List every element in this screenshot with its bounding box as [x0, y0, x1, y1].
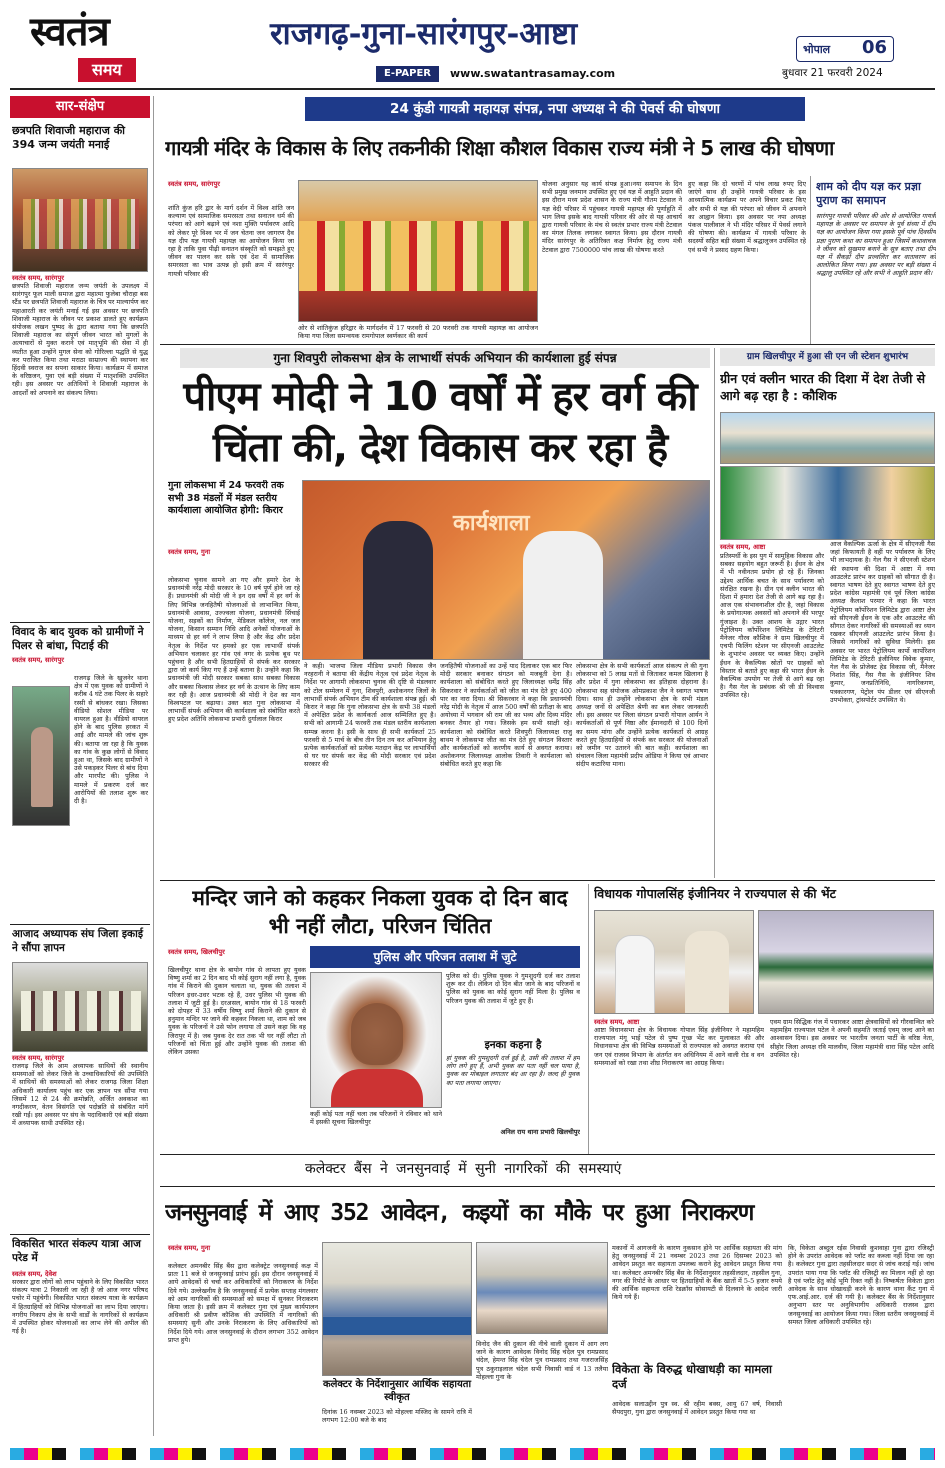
sidebar-story-2-body: राजगढ़ जिले के खुजनेर थाना क्षेत्र में एक युवक को ग्रामीणों ने करीब 4 घंटे तक पिलर के सहारे रस्सी से बांधकर रखा। जिसका वीडियो सोशल मीडिया पर वायरल हुआ है। वीडियो वायरल होने के बाद पुलिस हरकत में आई और मामले की जांच शुरू की। बताया जा रहा है कि युवक का गांव के कुछ लोगों से विवाद हुआ था, जिसके बाद ग्रामीणों ने उसे पकड़कर पिलर से बांध दिया और मारपीट की। पुलिस ने मामले में प्रकरण दर्ज कर आरोपियों की तलाश शुरू कर दी है।: [74, 674, 148, 806]
sidebar-story-3-byline: स्वतंत्र समय, सारंगपुर: [12, 1054, 64, 1062]
column-rule: [153, 96, 154, 1436]
pm-subhead: गुना लोकसभा में 24 फरवरी तक सभी 38 मंडलों में मंडल स्तरीय कार्यशाला आयोजित होगी: किरार: [168, 480, 284, 516]
sidebar-story-3-title: आजाद अध्यापक संघ जिला इकाई ने सौंपा ज्ञापन: [12, 928, 143, 954]
mla-col-1: आष्टा विधानसभा क्षेत्र के विधायक गोपाल सिंह इंजीनियर ने महामहिम राज्यपाल मंगू भाई पटेल से पुष्प गुच्छ भेंट कर मुलाकात की और विधानसभा क्षेत्र की विभिन्न समस्याओं से राज्यपाल को अवगत कराया एवं जन एवं राजस्व विभाग के अंतर्गत वन अधिनियम में आने वाली रोड व वन समस्याओं को रखा तथा शीघ्र निराकरण का आग्रह किया।: [594, 1026, 764, 1067]
cng-col-2: आज वैकल्पिक ऊर्जा के क्षेत्र में सीएनजी गैस जहां किफायती है वहीं पर पर्यावरण के लिए भी लाभदायक है। गेल गैस ने सीएनजी स्टेशन की स्थापना की दिशा में आष्टा में नया आउटलेट प्रारंभ कर ग्राहकों को सौगात दी है। स्वागत भाषण देते हुए स्वागत भाषण देते हुए प्रदेश कांग्रेस महामंत्री एवं पूर्व जिला कांग्रेस अध्यक्ष कैलाश परमार ने कहा कि भारत पेट्रोलियम कॉर्पोरेशन लिमिटेड द्वारा आष्टा क्षेत्र को सीएनजी ईंधन के एक और आउटलेट की सौगात देकर नागरिकों की समस्याओं का ध्यान रखकर सीएनजी आउटलेट प्रारंभ किया है। जिससे नागरिकों को सुविधा मिलेगी। इस अवसर पर भारत पेट्रोलियम कार्पो कार्पोरेशन लिमिटेड के टेरिटरी इंजीनियर विवेक कुमार, गेल गैस के प्रोजेक्ट हेड विकास जी, मैनेजर निशांत सिंह, गैस गैस के इंजीनियर शिव कुमार, जनप्रतिनिधि, नागरिकगण, पत्रकारगण, पेट्रोल पंप डीलर एवं सीएनजी उपभोक्ता, ट्रांसपोर्टर उपस्थित थे।: [830, 540, 935, 704]
pm-kicker-box: [180, 348, 710, 368]
sidebar-story-3-body: राजगढ़ जिले के आम अध्यापक साथियों की स्थानीय समस्याओं को लेकर जिले के उच्चाधिकारियों की उपस्थिति में साथियों की समस्याओं को लेकर राजगढ़ जिला शिक्षा अधिकारी कार्यालय पहुंच कर एक ज्ञापन पत्र सौंपा गया जिसमें 12 से 24 की क्रमोन्नति, अर्जित अवकाश का नगदीकरण, वेतन विसंगति एवं पदोन्नति से संबंधित मांगें रखी गईं। इस अवसर पर संघ के पदाधिकारी एवं बड़ी संख्या में अध्यापक साथी उपस्थित रहे।: [12, 1062, 148, 1128]
deep-yagya-body: सारंगपुर गायत्री परिवार की ओर से आयोजित गायत्री महायज्ञ के अवसर पर समापन के पूर्व संध्या में दीप यज्ञ का आयोजन किया गया इसके पूर्व पांच दिवसीय प्रज्ञा पुराण कथा का समापन हुआ जिसमें कथावाचक ने जीवन को सुखमय बनाने के सूत्र बताए तथा दीप यज्ञ में सैकड़ों दीप प्रज्वलित कर वातावरण को आलोकित किया गया। इस अवसर पर बड़ी संख्या में श्रद्धालु उपस्थित रहे और सभी ने आहुति प्रदान की।: [816, 212, 936, 278]
sidebar-story-4-body: सरकार द्वारा लोगों को लाभ पहुंचाने के लिए विकसित भारत संकल्प यात्रा 2 निकाली जा रही है जो आज नगर परिषद पचोर में पहुंचेगी। विकसित भारत संकल्प यात्रा के कार्यक्रम में हितग्राहियों को विभिन्न योजनाओं का लाभ दिया जाएगा। नगरीय निकाय क्षेत्र के सभी वार्डों के नागरिकों से कार्यक्रम में उपस्थित होकर योजनाओं का लाभ लेने की अपील की गई है।: [12, 1278, 148, 1336]
missing-byline: स्वतंत्र समय, खिलचीपुर: [168, 948, 225, 956]
gayatri-byline: स्वतंत्र समय, सारंगपुर: [168, 180, 220, 188]
website-link[interactable]: www.swatantrasamay.com: [450, 67, 616, 80]
jan-applicants-photo: [476, 1242, 608, 1334]
sidebar-story-2-byline: स्वतंत्र समय, सारंगपुर: [12, 656, 64, 664]
footer-color-registration: [10, 1448, 935, 1460]
issue-date: बुधवार 21 फरवरी 2024: [782, 67, 883, 79]
jan-col-2: विनोद जैन की दुकान की नीचे वाली दुकान में आग लग जाने के कारण आवेदक विनोद सिंह चंदेल पुत्र रामप्रसाद चंदेल, हेमन्त सिंह चंदेल पुत्र रामप्रसाद तथा गजराजसिंह पुत्र ठकुराइलाल चंदेल सभी निवासी वार्ड नं 13 तलैया मोहल्ला गुना के: [476, 1340, 608, 1381]
sidebar-divider: [10, 924, 150, 925]
mla-governor-photo-1: [594, 910, 754, 1014]
section-divider: [160, 1154, 935, 1155]
top-banner: [305, 97, 805, 121]
cng-headline: ग्रीन एवं क्लीन भारत की दिशा में देश तेजी से आगे बढ़ रहा है : कौशिक: [720, 371, 926, 403]
top-banner-text: 24 कुंडी गायत्री महायज्ञ संपन्न, नपा अध्यक्ष ने की पेवर्स की घोषणा: [390, 101, 720, 117]
jan-headline: जनसुनवाई में आए 352 आवेदन, कइयों का मौके पर हुआ निराकरण: [165, 1200, 754, 1226]
pm-workshop-photo: [302, 480, 710, 660]
edition-title: राजगढ़-गुना-सारंगपुर-आष्टा: [270, 16, 578, 52]
pm-photo-banner: कार्यशाला: [453, 511, 530, 536]
logo-main: स्वतंत्र: [30, 8, 109, 55]
jan-col-1: कलेक्टर अमनबीर सिंह बैंस द्वारा कलेक्ट्रेट जनसुनवाई कक्ष में प्रातः 11 बजे से जनसुनवाई प्रारंभ हुई। इस दौरान जनसुनवाई में आये आवेदकों से चर्चा कर अधिकारियों को निराकरण के निर्देश दिये गये। उल्लेखनीय है कि जनसुनवाई में प्रत्येक सप्ताह मंगलवार को आम नागरिकों की समस्याओं को समक्ष में सुनकर निराकरण किया जाता है। इसी क्रम में कलेक्टर गुना एवं मुख्य कार्यपालन अधिकारी श्री प्रवीण कौशिक की उपस्थिति में नागरिकों की समस्याएं सुनी और उनके निराकरण के लिए अधिकारियों को निर्देश दिये गये। आज जनसुनवाई के दौरान लगभग 352 आवेदन प्राप्त हुये।: [168, 1262, 318, 1344]
column-rule: [810, 176, 811, 344]
epaper-badge: E-PAPER: [376, 66, 439, 82]
pm-kicker: गुना शिवपुरी लोकसभा क्षेत्र के लाभार्थी संपर्क अभियान की कार्यशाला हुई संपन्न: [273, 351, 617, 365]
jan-photo-caption-title: कलेक्टर के निर्देशानुसार आर्थिक सहायता स्वीकृत: [322, 1379, 472, 1403]
masthead: [0, 0, 945, 92]
mla-byline: स्वतंत्र समय, आष्टा: [594, 1018, 640, 1026]
city-name: भोपाल: [803, 43, 831, 56]
sidebar-story-4-title: विकसित भारत संकल्प यात्रा आज परेड में: [12, 1238, 141, 1264]
pm-headline: पीएम मोदी ने 10 वर्षों में हर वर्ग की चिंता की, देश विकास कर रहा है: [183, 374, 697, 471]
masthead-divider: [10, 88, 935, 90]
jan-photo-caption-body: दिनांक 16 नवम्बर 2023 को मोहल्ला मस्जिद के सामने रात्रि में लगभग 12:00 बजे के बाद: [322, 1408, 472, 1425]
fraud-box-title: विकेता के विरुद्ध धोखाधड़ी का मामला दर्ज: [612, 1362, 772, 1391]
jan-byline: स्वतंत्र समय, गुना: [168, 1244, 211, 1252]
cng-inauguration-photo-1: [720, 412, 935, 464]
cng-kicker: ग्राम खिलचीपुर में हुआ सी एन जी स्टेशन शुभारंभ: [746, 352, 909, 362]
tied-youth-photo: [12, 686, 70, 826]
quote-attribution: अनिल राय थाना प्रभारी खिलचीपुर: [500, 1128, 580, 1136]
missing-youth-photo: [310, 972, 442, 1108]
sidebar-divider: [10, 622, 150, 623]
sidebar-story-1-title: छत्रपति शिवाजी महाराज की 394 जन्म जयंती मनाई: [12, 124, 126, 151]
missing-subhead-box: [310, 946, 580, 968]
missing-photo-caption: कहीं कोई पता नहीं चला तब परिजनों ने रविवार को थाने में इसकी सूचना खिलचीपुर: [310, 1110, 442, 1127]
pm-col-4: लोकसभा क्षेत्र के सभी कार्यकर्ता आज संकल्प ले की गुना लोकसभा को 5 लाख मतों से जिताकर कमल खिलाना है और प्रदेश में गुना लोकसभा का इतिहास दोहराना है। लोकसभा सह संयोजक ओमप्रकाश जैन ने स्वागत भाषण दिया। साथ ही उन्होंने लोकसभा क्षेत्र के सभी मंडल अध्यक्ष जनों से अपेक्षित श्रेणी का बल लेकर जानकारी ली। इस अवसर पर जिला संगठन प्रभारी गोपाल आर्यन ने कार्यकर्ताओं से पूर्ण निष्ठा और ईमानदारी से 100 दिनों का समय मांगा और उन्होंने प्रत्येक कार्यकर्ता से आग्रह करते हुए हितग्राहियों से संपर्क कर सरकार की योजनाओं को जमीन पर उतारने की बात कही। कार्यशाला का संचालन जिला महामंत्री प्रदीप ओडिया ने किया एवं आभार संदीप कटारिया माना।: [576, 662, 708, 769]
teachers-memo-photo: [12, 962, 148, 1052]
shivaji-jayanti-photo: [12, 168, 148, 272]
quote-body: हां युवक की गुमशुदगी दर्ज हुई है, उसी की तलाश में हम लोग लगे हुए हैं, अभी युवक का पता नहीं चल पाया है, युवक का मोबाइल लगातार बंद आ रहा है। जल्द ही युवक का पता लगाया जाएगा।: [446, 1054, 580, 1087]
jan-col-4: कि, विकेता अब्दुल रईस निवासी कुशवाहा गुना द्वारा रजिस्ट्री होने के उपरांत आवेदक को प्लॉट का कब्जा नहीं दिया जा रहा है। कलेक्टर गुना द्वारा तहसीलदार सदर से जांच कराई गई। जांच उपरांत पाया गया कि प्लॉट की रजिस्ट्री का मिलान नहीं हो रहा है एवं प्लॉट हेतु कोई भूमि रिक्त नहीं है। निष्कर्षतः विकेता द्वारा आवेदक के साथ धोखाधड़ी करने के कारण थाना कैंट गुना में एफ.आई.आर. दर्ज की गयी है। कलेक्टर बैंस के निर्देशानुसार अनुभाग स्तर पर अनुविभागीय अधिकारी राजस्व द्वारा जनसुनवाई का आयोजन किया गया। जिला स्तरीय जनसुनवाई में समस्त जिला अधिकारी उपस्थित रहे।: [788, 1244, 934, 1326]
city-badge: [796, 36, 894, 62]
mla-col-2: एवम ग्राम सिद्धिक गंज में पधारकर आष्टा क्षेत्रवासियों को गौरवान्वित करे महामहिम राज्यपाल पटेल ने अपनी सहमति जताई एवम् जल्द आने का आश्वासन दिया। इस अवसर पर भारतीय जनता पार्टी के वरिष्ठ नेता, सीहोर जिला अध्यक्ष रवि मालवीय, जिला महामंत्री धारा सिंह पटेल आदि उपस्थित रहे।: [770, 1018, 934, 1059]
mla-governor-photo-2: [758, 910, 934, 1014]
sidebar-header: सार-संक्षेप: [10, 96, 150, 118]
gayatri-col-1: शांति कुंज हरि द्वार के मार्ग दर्शन में विश्व शांति जन कल्याण एवं सामाजिक समरसता तथा सनातन धर्म की परंपरा को आगे बढ़ाने एवं नशा मुक्ति पर्यावरण आदि को लेकर पूरे विश्व भर में जन चेतना जन जागरण दैव यज्ञ दीप यज्ञ गायत्री महायज्ञ का आयोजन किया जा रहा है ताकि युवा पीढ़ी सनातन संस्कृति को समझते हुए जीवन का पालन कर सके एवं देश में सामाजिक समरसता का भाव उत्पन्न हो इसी क्रम में सारंगपुर गायत्री परिवार की: [168, 204, 294, 278]
cng-col-1: प्रतिस्पर्धी के इस युग में सामूहिक विकास और सबका सहयोग बहुत जरूरी है। ईंधन के क्षेत्र में भी नवीनतम प्रयोग हो रहे हैं। जिनका उद्देश्य आर्थिक बचत के साथ पर्यावरण को संरक्षित रखना है। ग्रीन एवं क्लीन भारत की दिशा में हमारा देश तेजी से आगे बढ़ रहा है। आज एक संभावनाशील दौर है, जहां विकास के प्रयोगात्मक अवसरों को अपनाने की भरपूर गुंजाइश है। उक्त आशय के उद्गार भारत पेट्रोलियम कॉर्पोरेशन लिमिटेड के टेरिटरी मैनेजर गौरव कौशिक ने ग्राम खिलचीपुर में एचपी फिलिंग स्टेशन पर सीएनजी आउटलेट के शुभारंभ अवसर पर व्यक्त किए। उन्होंने ईंधन के वैकल्पिक स्रोतों पर ग्राहकों को विस्तार से बताते हुए कहा की भारत ईंधन के वैकल्पिक उपयोग पर तेजी से आगे बढ़ रहा है। गैस गेल के प्रबंधक श्री जी डी विश्वास उपस्थित रहे।: [720, 552, 824, 700]
pm-col-2: ने कही। भाजपा जिला मीडिया प्रभारी विकास जैन नरहरानी ने बताया की केंद्रीय नेतृत्व एवं प्रदेश नेतृत्व के निर्देश पर आगामी लोकसभा चुनाव की दृष्टि से मंडलवार को टोल सम्मेलन में गुना, शिवपुरी, अशोकनगर जिलों के लाभार्थी संपर्क अभियान टीम की कार्यशाला संपन्न हुई। श्री किरार ने कहा कि गुना लोकसभा क्षेत्र के सभी 38 मंडलों में अपेक्षित प्रदेश के कार्यकर्ता आज सम्मिलित हुए है। सभी को आगामी 24 फरवरी तक मंडल स्तरीय कार्यशाला सम्पन्न करना है। इसी के साथ ही सभी कार्यकर्ता 25 फरवरी से 5 मार्च के बीच तीन दिन तय कर अभियान हेतु प्रत्येक कार्यकर्ताओं को प्रत्येक मतदान केंद्र पर लाभार्थियों से घर घर संपर्क कर केंद्र की मोदी सरकार एवं प्रदेश सरकार की: [304, 662, 436, 769]
quote-title: इनका कहना है: [484, 1039, 542, 1051]
jan-hearing-photo: [322, 1242, 472, 1376]
cng-byline: स्वतंत्र समय, आष्टा: [720, 543, 766, 551]
logo: [30, 8, 160, 86]
column-rule: [714, 348, 715, 878]
sidebar-story-4-byline: स्वतंत्र समय, देवेश: [12, 1270, 57, 1278]
gayatri-col-3: योजना अनुसार यह कार्य संपन्न हुआ।नया समापन के दिन सभी प्रमुख जनमान उपस्थित हुए एवं यज्ञ में आहुति प्रदान की इस दौरान मध्य प्रदेश शासन के राज्य मंत्री गौतम टेटवाल ने यज्ञ वेदी परिसर में पहुंचकर गायत्री महायज्ञ की पूर्णाहुति में भाग लिया इसके बाद गायत्री परिवार की ओर से यह आचार्य द्वारा गायत्री परिवार के मंच से स्वतंत्र प्रभार राज्य मंत्री टेटवाल का मंगल तिलक लगाकर स्वागत किया। इस दौरान गायत्री मंदिर सारंगपुर के अतिरिक्त कक्ष निर्माण हेतु राज्य मंत्री टेटवाल द्वारा 7500000 पांच लाख की घोषणा करते: [542, 180, 682, 254]
cng-kicker-box: [720, 348, 935, 366]
pm-col-1: लोकसभा चुनाव सामने आ गए और हमारे देश के प्रधानमंत्री नरेंद्र मोदी सरकार के 10 वर्ष पूर्ण होने जा रहे हैं। प्रधानमंत्री श्री मोदी जी ने इन दस वर्षों में हर वर्ग के लिए विभिन्न जनहितैषी योजनाओं से लाभान्वित किया, प्रधानमंत्री आवास, उज्ज्वला योजना, प्रधानमंत्री सिंचाई योजना, सड़कों का निर्माण, मेडिकल कॉलेज, नल जल योजना, किसान सम्मान निधि आदि अनेकों योजनाओं के माध्यम से हर वर्ग ने लाभ लिया है और केंद्र और प्रदेश नेतृत्व के निर्देश पर हमको हर एक लाभार्थी संपर्क अभियान चलाकर हर गांव एवं नगर के प्रत्येक बूथ पर पहुंचना है और सभी हितग्राहियों से संपर्क कर सरकार द्वारा जो कार्य किए गए हैं उन्हें बताना है। उन्होंने कहा कि प्रधानमंत्री जी मोदी सरकार सबका साथ सबका विकास और सबका विश्वास लेकर हर वर्ग के उत्थान के लिए काम कर रही है। आज प्रधानमंत्री श्री मोदी ने देश का मान विश्वपटल पर बढ़ाया। उक्त बात गुना लोकसभा में लाभार्थी संपर्क अभियान की कार्यशाला को संबोधित करते हुए प्रदेश अतिथि लोकसभा प्रभारी दुर्गालाल किरार: [168, 576, 300, 724]
pm-byline: स्वतंत्र समय, गुना: [168, 548, 211, 556]
section-divider: [160, 880, 935, 881]
gayatri-col-4: हुए कहा कि दो चरणों में पांच लाख रुपए दिए जाएंगे साथ ही उन्होंने गायत्री परिवार के इस आध्यात्मिक कार्यक्रम पर अपने विचार प्रकट किए और सभी से यज्ञ की परंपरा को जीवन में अपनाने का आह्वान किया। इस अवसर पर नपा अध्यक्ष पंकज पालीवाल ने भी मंदिर परिसर में पेवर्स लगाने की घोषणा की। कार्यक्रम में गायत्री परिवार के सदस्यों सहित बड़ी संख्या में श्रद्धालुजन उपस्थित रहे एवं सभी ने प्रसाद ग्रहण किया।: [688, 180, 806, 254]
sidebar-story-1-byline: स्वतंत्र समय, सारंगपुर: [12, 274, 64, 282]
sidebar-story-1-body: छत्रपति शिवाजी महाराज जन्म जयंती के उपलक्ष्य में सारंगपुर फूल माली समाज द्वारा महात्मा फुलेबा चौराहा बस स्टैंड पर छत्रपति शिवाजी महाराज के चित्र पर माल्यार्पण कर महाआरती कर जयंती मनाई गई इस अवसर पर छत्रपति शिवाजी महाराज के जीवन पर प्रकाश डालते हुए कार्यक्रम संयोजक लखन पुष्पद के द्वारा बताया गया कि छत्रपति शिवाजी महाराज का संपूर्ण जीवन भारत को मुगलों के अत्याचारों से मुक्त कराने एवं मातृभूमि की सेवा में ही व्यतीत हुआ उन्होंने मुगल सेना को गोरिल्ला पद्धति से युद्ध कर पराजित किया तथा मराठा साम्राज्य की स्थापना कर हिंदवी स्वराज का सपना साकार किया। कार्यक्रम में समाज के वरिष्ठजन, युवा एवं बड़ी संख्या में मातृशक्ति उपस्थित रही। इस अवसर पर अतिथियों ने शिवाजी महाराज के आदर्शों को अपनाने का संकल्प लिया।: [12, 282, 148, 397]
mla-headline: विधायक गोपालसिंह इंजीनियर ने राज्यपाल से की भेंट: [594, 886, 836, 901]
deep-yagya-title: शाम को दीप यज्ञ कर प्रज्ञा पुराण का समापन: [816, 180, 921, 207]
cng-inauguration-photo-2: [720, 466, 935, 540]
pm-col-3: जनहितैषी योजनाओं का उन्हें याद दिलाकर एक बार फिर मोदी सरकार बनाकर संगठन को मजबूती देना है। कार्यशाला को संबोधित करते हुए जिलाध्यक्ष धर्मेंद्र सिंह सिकरवार ने कार्यकर्ताओं को जीत का मंत्र देते हुए 400 पार का नारा दिया। श्री सिकरवार ने कहा कि प्रधानमंत्री नरेंद्र मोदी के नेतृत्व में आज 500 वर्षों की प्रतीक्षा के बाद अयोध्या में भगवान श्री राम जी का भव्य और दिव्य मंदिर बनकर तैयार हो गया। जिसके हम सभी साक्षी रहे। कार्यशाला को संबोधित करते शिवपुरी जिलाध्यक्ष राजु बाथम ने लोकसभा जीत का मंत्र देते हुए संगठन विस्तार और कार्यकर्ताओं को करणीय कार्य से अवगत कराया। अशोकनगर जिलाध्यक्ष आलोक तिवारी ने कार्यशाला को संबोधित करते हुए कहा कि: [440, 662, 572, 769]
missing-col-1: खिलचीपुर थाना क्षेत्र के बायोन गांव से लापता हुए युवक विष्णु शर्मा का 2 दिन बाद भी कोई सुराग नहीं लगा है, युवक गांव में किराने की दुकान चलाता था, युवक की तलाश में परिजन इधर-उधर भटक रहे हैं, उधर पुलिस भी युवक की तलाश में जुटी हुई है। दरअसल, बायोन गांव से 18 फरवरी को दोपहर में 33 वर्षीय विष्णु शर्मा किराने की दुकान से हनुमान मन्दिर पर जाने की कहकर निकला था, शाम को जब युवक के परिजनों ने उसे फोन लगाया तो उसने कहा कि वह जिरापुर में है। जब युवक देर रात तक भी घर नहीं लौटा तो परिजनों को चिंता हुई और उन्होंने युवक की तलाश की लेकिन उसका: [168, 966, 306, 1057]
sidebar-story-2-title: विवाद के बाद युवक को ग्रामीणों ने पिलर से बांधा, पिटाई की: [12, 626, 144, 652]
missing-col-3: पुलिस को दी। पुलिस युवक ने गुमशुदगी दर्ज कर तलाश शुरू कर दी। लेकिन दो दिन बीत जाने के बाद परिजनों व पुलिस को युवक का कोई सुराग नहीं मिला है। पुलिस व परिजन युवक की तलाश में जुटे हुए हैं।: [446, 972, 580, 1005]
fraud-box-body: आवेदक सलाउद्दीन पुत्र स्व. श्री रहीम बक्स, आयु 67 वर्ष, निवासी सैयदपुरा, गुना द्वारा जनसुनवाई में आवेदन प्रस्तुत किया गया था: [612, 1400, 782, 1417]
sidebar-divider: [10, 1234, 150, 1235]
jan-col-3: मकानों में आगजनी के कारण नुकसान होने पर आर्थिक सहायता की मांग हेतु जनसुनवाई में 21 नवम्बर 2023 तथा 26 दिसम्बर 2023 को आवेदन प्रस्तुत कर सहायता उपलब्ध कराने हेतु आवेदन प्रस्तुत किया गया था। कलेक्टर अमनबीर सिंह बैंस के निर्देशानुसार तहसीलदार, तहसील गुना, नगर की रिपोर्ट के आधार पर हितग्राहियों के बैंक खातों में 5-5 हजार रुपये की आर्थिक सहायता राशि रेडक्रॉस सोसायटी से दिलवाने के आदेश जारी किये गये हैं।: [612, 1244, 782, 1302]
page-number: 06: [861, 37, 887, 58]
gayatri-photo-caption: ओर से शांतिकुंज हरिद्वार के मार्गदर्शन में 17 फरवरी से 20 फरवरी तक गायत्री महायज्ञ का आयोजन किया गया जिला समन्वयक रामगोपाल स्वर्णकार की कार्य: [298, 324, 538, 341]
section-divider: [160, 1186, 935, 1187]
sidebar: [10, 94, 150, 1439]
gayatri-yajna-photo: [298, 180, 538, 322]
missing-headline: मन्दिर जाने को कहकर निकला युवक दो दिन बाद भी नहीं लौटा, परिजन चिंतित: [192, 886, 568, 938]
logo-sub: समय: [78, 58, 136, 82]
gayatri-headline: गायत्री मंदिर के विकास के लिए तकनीकी शिक्षा कौशल विकास राज्य मंत्री ने 5 लाख की घोषणा: [165, 136, 834, 160]
column-rule: [588, 884, 589, 1154]
jan-kicker: कलेक्टर बैंस ने जनसुनवाई में सुनी नागरिकों की समस्याएं: [305, 1161, 622, 1177]
section-divider: [160, 344, 935, 345]
missing-subhead: पुलिस और परिजन तलाश में जुटे: [373, 950, 517, 964]
